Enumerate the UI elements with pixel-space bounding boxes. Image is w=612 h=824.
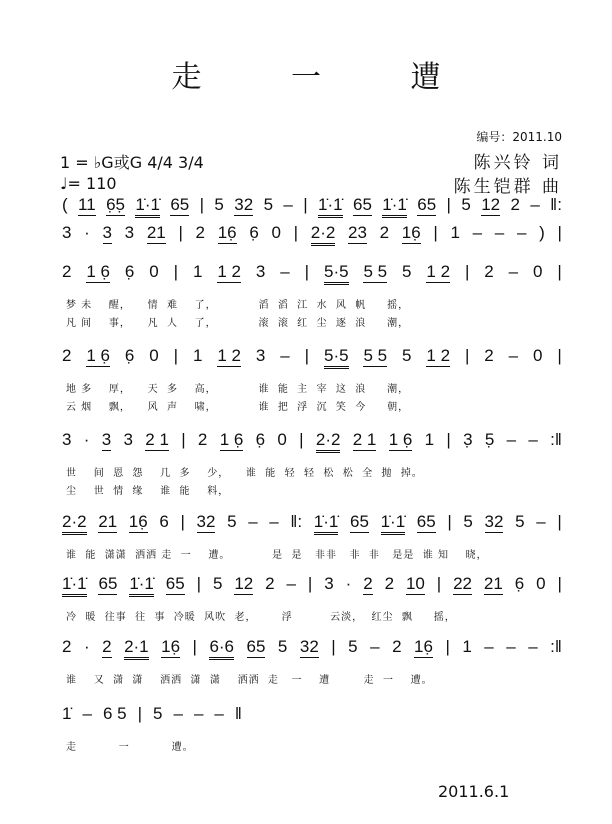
barline: | [436, 574, 442, 593]
note-group: 2 [62, 346, 72, 365]
note-group: – [508, 262, 519, 281]
note-group: 1̇·1̇ [135, 195, 160, 218]
barline: | [181, 430, 186, 449]
barline: | [464, 346, 470, 365]
barline: | [445, 637, 450, 656]
barline: | [303, 195, 308, 214]
note-group: 3 [102, 223, 112, 242]
note-group: 21 [483, 574, 503, 593]
lyric-line: 凡 间 事， 凡 人 了， 滚 滚 红 尘 逐 浪 潮， [66, 318, 410, 329]
note-group: 21 [98, 512, 118, 531]
note-group: 1 [450, 223, 460, 242]
note-group: – [214, 704, 224, 723]
note-group: 16̣ [401, 223, 421, 242]
note-group: 5·5 [324, 262, 349, 285]
music-line [62, 704, 242, 730]
note-group: – [370, 637, 380, 656]
note-group: 0 [149, 346, 159, 365]
note-group: 1 [462, 637, 472, 656]
note-group: ( [62, 195, 68, 214]
note-group: 5 [402, 346, 412, 365]
note-group: 1 2 [426, 262, 451, 281]
barline: | [307, 574, 313, 593]
song-title: 走 一 遭 [171, 60, 481, 95]
note-group: 2 [195, 223, 206, 242]
barline: | [557, 262, 562, 281]
note-group: 12 [234, 574, 254, 593]
note-group: 32 [484, 512, 504, 531]
note-group: ) [539, 223, 545, 242]
note-group: – [528, 430, 538, 449]
lyric-line: 谁 又 潇 潇 洒洒 潇 潇 洒洒 走 一 遭 走 一 遭。 [66, 675, 433, 686]
note-group: 0 [277, 430, 287, 449]
note-group: 3 [62, 430, 72, 449]
note-group: 10 [405, 574, 425, 593]
note-group: – [530, 195, 540, 214]
lyric-line: 云 烟 飘， 风 声 啸， 谁 把 浮 沉 笑 今 朝， [66, 402, 410, 413]
music-line [62, 195, 562, 221]
note-group: 1 6̣ [86, 346, 111, 365]
note-group: 1̇·1̇ [129, 574, 154, 597]
note-group: 1 6̣ [388, 430, 413, 449]
barline: | [446, 195, 451, 214]
note-group: 6̣ [514, 574, 525, 593]
note-group: 32 [299, 637, 319, 656]
note-group: – [248, 512, 258, 531]
barline: | [557, 223, 562, 242]
note-group: 2 1 [352, 430, 377, 449]
note-group: 3 [255, 346, 266, 365]
note-group: 32 [234, 195, 254, 214]
lyricist-credit: 陈兴铃 词 [473, 153, 562, 173]
note-group: 3 [101, 430, 112, 449]
music-line [62, 346, 562, 372]
note-group: 1̇ [62, 704, 72, 723]
barline: | [331, 637, 336, 656]
barline: | [173, 346, 179, 365]
note-group: 3 [324, 574, 334, 593]
barline: | [293, 223, 299, 242]
note-group: – [286, 574, 296, 593]
note-group: 2 1 [145, 430, 169, 449]
music-line [62, 223, 562, 249]
note-group: – [269, 512, 279, 531]
note-group: – [280, 262, 290, 281]
note-group: 5 [263, 195, 274, 214]
barline: | [196, 574, 202, 593]
note-group: 2 [510, 195, 520, 214]
note-group: 5 [227, 512, 237, 531]
note-group: 65 [165, 574, 185, 593]
note-group: – [506, 637, 516, 656]
note-group: 65 [170, 195, 190, 214]
lyric-line: 世 间 恩 怨 几 多 少， 谁 能 轻 轻 松 松 全 抛 掉。 [66, 468, 423, 479]
barline: ‖: [290, 512, 303, 531]
note-group: 2·2 [311, 223, 336, 246]
note-group: – [193, 704, 204, 723]
note-group: 2·2 [62, 512, 87, 535]
note-group: 1 6̣ [219, 430, 244, 449]
note-group: 3̣ [463, 430, 473, 449]
note-group: 6 5 [102, 704, 127, 723]
note-group: 65 [350, 512, 369, 531]
note-group: 3 [62, 223, 72, 242]
music-line [62, 574, 562, 600]
note-group: 11 [78, 195, 96, 214]
note-group: 65 [246, 637, 266, 656]
barline: | [447, 512, 452, 531]
note-group: 6·6 [209, 637, 234, 660]
note-group: 0 [271, 223, 281, 242]
lyric-line: 地 多 厚， 天 多 高， 谁 能 主 宰 这 浪 潮， [66, 384, 410, 395]
note-group: 6 [159, 512, 169, 531]
note-group: 65 [416, 512, 436, 531]
note-group: 1̇·1̇ [318, 195, 343, 218]
note-group: – [506, 430, 517, 449]
serial-number: 编号：2011.10 [476, 130, 562, 144]
barline: | [199, 195, 205, 214]
barline: | [178, 223, 183, 242]
note-group: 2 [484, 346, 494, 365]
note-group: 3 [123, 430, 133, 449]
composer-credit: 陈生铠群 曲 [453, 177, 562, 197]
note-group: 2·2 [316, 430, 341, 453]
note-group: 5 [214, 195, 224, 214]
note-group: 65 [417, 195, 437, 214]
note-group: 1 2 [217, 262, 242, 281]
note-group: 1̇·1̇ [62, 574, 87, 597]
note-group: 2 [62, 637, 72, 656]
note-group: 3 [255, 262, 266, 281]
note-group: · [83, 637, 90, 656]
note-group: 1 [193, 262, 203, 281]
note-group: 2 [265, 574, 275, 593]
lyric-line: 走 一 遭。 [66, 742, 194, 753]
lyric-line: 冷 暖 往事 往 事 冷暖 风吹 老， 浮 云淡， 红尘 飘 摇， [66, 612, 456, 623]
note-group: 6̣5̣ [106, 195, 125, 214]
barline: | [557, 574, 562, 593]
note-group: 3 [124, 223, 135, 242]
note-group: 0 [149, 262, 159, 281]
note-group: 21 [146, 223, 166, 242]
barline: | [173, 262, 179, 281]
note-group: 2 [102, 637, 112, 656]
note-group: – [494, 223, 505, 242]
barline: ‖ [234, 704, 242, 723]
note-group: 2·1 [124, 637, 149, 660]
note-group: 23 [348, 223, 367, 242]
note-group: 16̣ [217, 223, 237, 242]
note-group: 5 [461, 195, 471, 214]
note-group: · [345, 574, 352, 593]
barline: | [299, 430, 304, 449]
barline: | [137, 704, 142, 723]
barline: | [304, 262, 310, 281]
note-group: 5 [463, 512, 473, 531]
barline: | [192, 637, 197, 656]
note-group: 2 [62, 262, 72, 281]
barline: | [557, 346, 562, 365]
note-group: 1 6̣ [86, 262, 111, 281]
note-group: 0 [533, 262, 543, 281]
note-group: 16̣ [161, 637, 181, 656]
barline: :‖ [550, 430, 562, 449]
note-group: 2 [484, 262, 494, 281]
barline: :‖ [550, 637, 562, 656]
note-group: – [472, 223, 483, 242]
note-group: 6̣ [124, 346, 135, 365]
note-group: 5·5 [324, 346, 349, 369]
note-group: 2 [392, 637, 402, 656]
note-group: – [516, 223, 527, 242]
barline: | [464, 262, 470, 281]
tempo-marking: ♩= 110 [60, 174, 117, 193]
note-group: 2 [363, 574, 373, 593]
barline: ‖: [550, 195, 562, 214]
barline: | [180, 512, 185, 531]
note-group: 1̇·1̇ [381, 512, 406, 535]
note-group: – [508, 346, 519, 365]
note-group: 5 [212, 574, 223, 593]
lyric-line: 尘 世 情 缘 谁 能 料， [66, 486, 230, 497]
music-line [62, 512, 562, 538]
note-group: 65 [353, 195, 372, 214]
date-footer: 2011.6.1 [438, 782, 510, 801]
note-group: 1 2 [426, 346, 451, 365]
note-group: 1 2 [217, 346, 242, 365]
music-line [62, 430, 562, 456]
note-group: 6̣ [124, 262, 135, 281]
note-group: – [536, 512, 546, 531]
barline: | [304, 346, 310, 365]
note-group: 2 [197, 430, 208, 449]
note-group: 1 [424, 430, 435, 449]
note-group: 0 [536, 574, 546, 593]
music-line [62, 637, 562, 663]
note-group: 1 [193, 346, 203, 365]
note-group: 6̣ [249, 223, 259, 242]
note-group: 1̇·1̇ [314, 512, 339, 535]
note-group: 5 [153, 704, 163, 723]
note-group: 16̣ [128, 512, 148, 531]
lyric-line: 梦 未 醒， 情 难 了， 滔 滔 江 水 风 帆 摇， [66, 300, 410, 311]
note-group: 2 [379, 223, 390, 242]
barline: | [433, 223, 438, 242]
note-group: 32 [196, 512, 216, 531]
note-group: 0 [533, 346, 543, 365]
note-group: 12 [481, 195, 501, 214]
note-group: 5 [402, 262, 412, 281]
note-group: 65 [98, 574, 118, 593]
barline: | [446, 430, 451, 449]
note-group: 22 [453, 574, 473, 593]
music-line [62, 262, 562, 288]
note-group: 16̣ [414, 637, 433, 656]
note-group: – [280, 346, 290, 365]
note-group: 5 [348, 637, 358, 656]
note-group: 2 [384, 574, 395, 593]
key-signature: 1 = ♭G或G 4/4 3/4 [60, 153, 204, 172]
note-group: 6̣ [255, 430, 266, 449]
lyric-line: 谁 能 潇潇 洒洒 走 一 遭。 是 是 非非 非 非 是是 谁 知 晓， [66, 550, 488, 561]
note-group: – [283, 195, 293, 214]
note-group: – [82, 704, 92, 723]
note-group: 5 [515, 512, 525, 531]
note-group: · [83, 430, 90, 449]
note-group: – [484, 637, 494, 656]
barline: | [557, 512, 562, 531]
note-group: · [84, 223, 90, 242]
note-group: – [173, 704, 183, 723]
note-group: 1̇·1̇ [382, 195, 407, 218]
note-group: 5 5 [363, 346, 388, 365]
note-group: – [528, 637, 538, 656]
note-group: 5̣ [484, 430, 495, 449]
note-group: 5 [277, 637, 288, 656]
note-group: 5 5 [363, 262, 388, 281]
